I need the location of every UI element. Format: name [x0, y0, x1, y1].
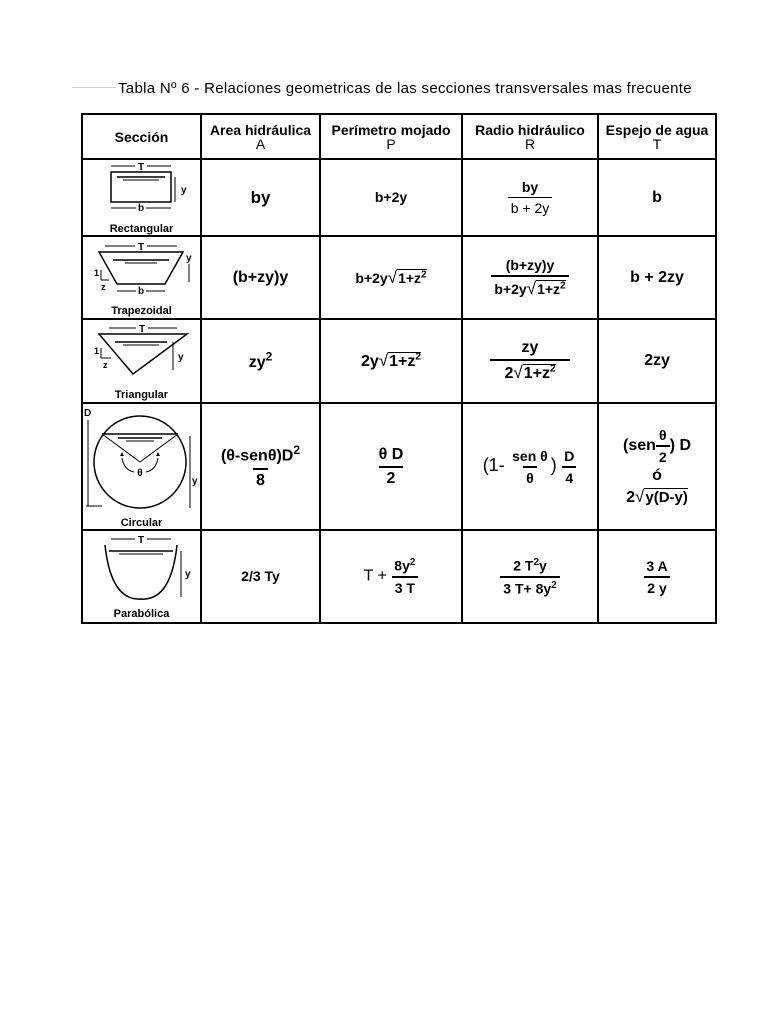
parabolic-section-diagram [87, 533, 197, 603]
svg-text:1: 1 [93, 345, 99, 356]
row-circular [82, 403, 716, 530]
area-trapezoidal: (b+zy)y [201, 236, 320, 319]
rectangular-section-diagram [87, 160, 197, 218]
triangular-section-diagram [87, 322, 197, 384]
header-row [82, 114, 716, 159]
top-width-triangular: 2zy [598, 319, 716, 403]
row-triangular [82, 319, 716, 403]
radius-rectangular: $\frac{by}{b + 2y}$ [462, 159, 598, 236]
svg-text:T: T [137, 535, 144, 546]
top-width-rectangular: b [598, 159, 716, 236]
title-rule [72, 87, 116, 88]
top-width-parabolic: $\frac{3 A}{2 y}$ [598, 530, 716, 623]
section-triangular [82, 319, 201, 403]
label-theta: θ [136, 468, 143, 479]
header-radius: Radio hidráulico R [462, 114, 598, 159]
section-name: Trapezoidal [111, 305, 172, 317]
row-rectangular [82, 159, 716, 236]
top-width-trapezoidal: b + 2zy [598, 236, 716, 319]
svg-text:y: y [191, 476, 198, 487]
radius-trapezoidal: $\frac{(b+zy)y}{b+2y√1+z^2}$ [462, 236, 598, 319]
label-y: y [180, 185, 187, 196]
area-triangular: $zy^2$ [201, 319, 320, 403]
header-section: Sección [82, 114, 201, 159]
table-title: Tabla Nº 6 - Relaciones geometricas de las secciones transversales mas frecuente [118, 80, 692, 97]
svg-text:y: y [184, 569, 191, 580]
row-trapezoidal [82, 236, 716, 319]
svg-text:y: y [177, 351, 184, 363]
section-trapezoidal [82, 236, 201, 319]
svg-text:z: z [100, 282, 105, 292]
perimeter-parabolic: T + $\frac{8y^2}{3 T}$ [320, 530, 462, 623]
section-name: Triangular [114, 388, 169, 401]
section-circular [82, 403, 201, 530]
perimeter-circular: $\frac{\text{θ D}}{2}$ [320, 403, 462, 530]
perimeter-rectangular: b+2y [320, 159, 462, 236]
area-rectangular: by [201, 159, 320, 236]
label-D: D [83, 408, 91, 419]
svg-text:b: b [137, 286, 144, 297]
section-parabolic [82, 530, 201, 623]
radius-triangular: $\frac{zy}{2√1+z^2}$ [462, 319, 598, 403]
area-parabolic: 2/3 Ty [201, 530, 320, 623]
label-b: b [137, 203, 144, 214]
section-name: Parabólica [113, 608, 170, 620]
radius-circular: (1- $\frac{\text{sen θ}}{\theta}$ ) $\frac{D}{4}$ [462, 403, 598, 530]
header-area: Area hidráulica A [201, 114, 320, 159]
geometric-relations-table [81, 113, 717, 624]
perimeter-triangular: $2y√1+z^2$ [320, 319, 462, 403]
perimeter-trapezoidal: $b+2y√1+z^2$ [320, 236, 462, 319]
svg-text:T: T [138, 323, 145, 335]
label-T: T [137, 162, 144, 173]
section-name: Rectangular [109, 223, 174, 235]
svg-text:T: T [137, 242, 144, 253]
trapezoidal-section-diagram [85, 238, 199, 300]
svg-text:1: 1 [93, 268, 99, 278]
radius-parabolic: $\frac{2 T^2y}{3 T+ 8y^2}$ [462, 530, 598, 623]
header-top-width: Espejo de agua T [598, 114, 716, 159]
section-name: Circular [120, 517, 163, 529]
svg-text:y: y [185, 253, 192, 264]
row-parabolic [82, 530, 716, 623]
svg-text:z: z [102, 359, 107, 370]
header-perimeter: Perímetro mojado P [320, 114, 462, 159]
section-rectangular [82, 159, 201, 236]
circular-section-diagram [84, 404, 200, 512]
area-circular: $\frac{(\theta-sen\theta)D^2}{8}$ [201, 403, 320, 530]
top-width-circular: (sen $\frac{\theta}{2}$ ) D ó 2√y(D-y) [598, 403, 716, 530]
